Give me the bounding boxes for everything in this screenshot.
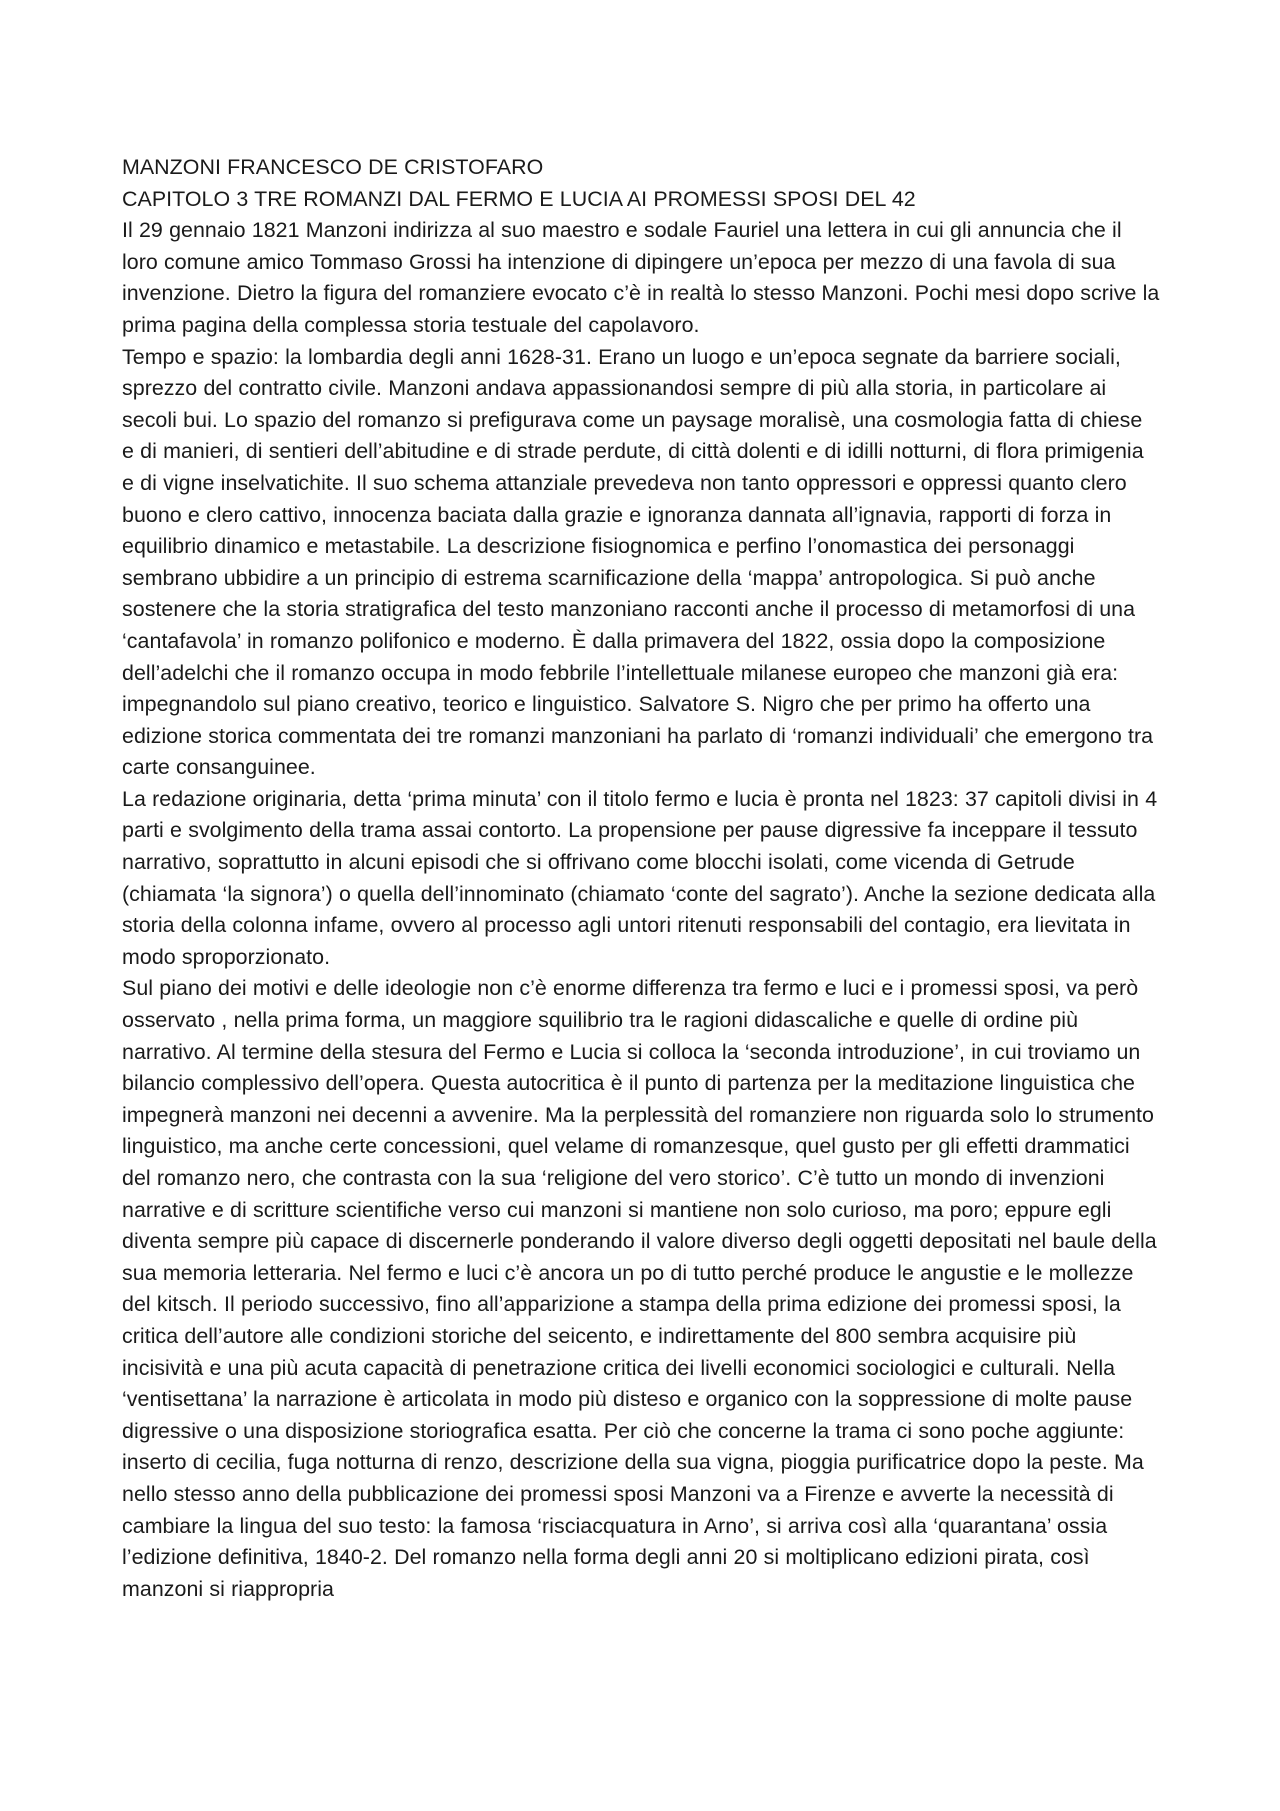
paragraph-intro: Il 29 gennaio 1821 Manzoni indirizza al suo maestro e sodale Fauriel una lettera in cui gli annuncia che il loro comune amico Tommaso Grossi ha intenzione di dipingere un’epoca per mezzo di una favola di sua invenzione. Dietro la figura del romanziere evocato c’è in realtà lo stesso Manzoni. Pochi mesi dopo scrive la prima pagina della complessa storia testuale del capolavoro. xyxy=(122,218,1160,337)
chapter-heading: CAPITOLO 3 TRE ROMANZI DAL FERMO E LUCIA AI PROMESSI SPOSI DEL 42 xyxy=(122,186,916,211)
paragraph-redazione: La redazione originaria, detta ‘prima minuta’ con il titolo fermo e lucia è pronta nel 1823: 37 capitoli divisi in 4 parti e svolgimento della trama assai contorto. La propensione per pause digressive fa inceppare il tessuto narrativo, soprattutto in alcuni episodi che si offrivano come blocchi isolati, come vicenda di Getrude (chiamata ‘la signora’) o quella dell’innominato (chiamato ‘conte del sagrato’). Anche la sezione dedicata alla storia della colonna infame, ovvero al processo agli untori ritenuti responsabili del contagio, era lievitata in modo sproporzionato. xyxy=(122,786,1158,969)
paragraph-motivi-ideologie: Sul piano dei motivi e delle ideologie non c’è enorme differenza tra fermo e luci e i promessi sposi, va però osservato , nella prima forma, un maggiore squilibrio tra le ragioni didascaliche e quelle di ordine più narrativo. Al termine della stesura del Fermo e Lucia si colloca la ‘seconda introduzione’, in cui troviamo un bilancio complessivo dell’opera. Questa autocritica è il punto di partenza per la meditazione linguistica che impegnerà manzoni nei decenni a avvenire. Ma la perplessità del romanziere non riguarda solo lo strumento linguistico, ma anche certe concessioni, quel velame di romanzesque, quel gusto per gli effetti drammatici del romanzo nero, che contrasta con la sua ‘religione del vero storico’. C’è tutto un mondo di invenzioni narrative e di scritture scientifiche verso cui manzoni si mantiene non solo curioso, ma poro; eppure egli diventa sempre più capace di discernerle ponderando il valore diverso degli oggetti depositati nel baule della sua memoria letteraria. Nel fermo e luci c’è ancora un po di tutto perché produce le angustie e le mollezze del kitsch. Il periodo successivo, fino all’apparizione a stampa della prima edizione dei promessi sposi, la critica dell’autore alle condizioni storiche del seicento, e indirettamente del 800 sembra acquisire più incisività e una più acuta capacità di penetrazione critica dei livelli economici sociologici e culturali. Nella ‘ventisettana’ la narrazione è articolata in modo più disteso e organico con la soppressione di molte pause digressive o una disposizione storiografica esatta. Per ciò che concerne la trama ci sono poche aggiunte: inserto di cecilia, fuga notturna di renzo, descrizione della sua vigna, pioggia purificatrice dopo la peste. Ma nello stesso anno della pubblicazione dei promessi sposi Manzoni va a Firenze e avverte la necessità di cambiare la lingua del suo testo: la famosa ‘risciacquatura in Arno’, si arriva così alla ‘quarantana’ ossia l’edizione definitiva, 1840-2. Del romanzo nella forma degli anni 20 si moltiplicano edizioni pirata, così manzoni si riappropria xyxy=(122,976,1157,1601)
paragraph-tempo-spazio: Tempo e spazio: la lombardia degli anni 1628-31. Erano un luogo e un’epoca segnate da barriere sociali, sprezzo del contratto civile. Manzoni andava appassionandosi sempre di più alla storia, in particolare ai secoli bui. Lo spazio del romanzo si prefigurava come un paysage moralisè, una cosmologia fatta di chiese e di manieri, di sentieri dell’abitudine e di strade perdute, di città dolenti e di idilli notturni, di flora primigenia e di vigne inselvatichite. Il suo schema attanziale prevedeva non tanto oppressori e oppressi quanto clero buono e clero cattivo, innocenza baciata dalla grazie e ignoranza dannata all’ignavia, rapporti di forza in equilibrio dinamico e metastabile. La descrizione fisiognomica e perfino l’onomastica dei personaggi sembrano ubbidire a un principio di estrema scarnificazione della ‘mappa’ antropologica. Si può anche sostenere che la storia stratigrafica del testo manzoniano racconti anche il processo di metamorfosi di una ‘cantafavola’ in romanzo polifonico e moderno. È dalla primavera del 1822, ossia dopo la composizione dell’adelchi che il romanzo occupa in modo febbrile l’intellettuale milanese europeo che manzoni già era: impegnandolo sul piano creativo, teorico e linguistico. Salvatore S. Nigro che per primo ha offerto una edizione storica commentata dei tre romanzi manzoniani ha parlato di ‘romanzi individuali’ che emergono tra carte consanguinee. xyxy=(122,344,1154,780)
document-title: MANZONI FRANCESCO DE CRISTOFARO xyxy=(122,155,544,179)
document-body xyxy=(122,152,1160,1605)
